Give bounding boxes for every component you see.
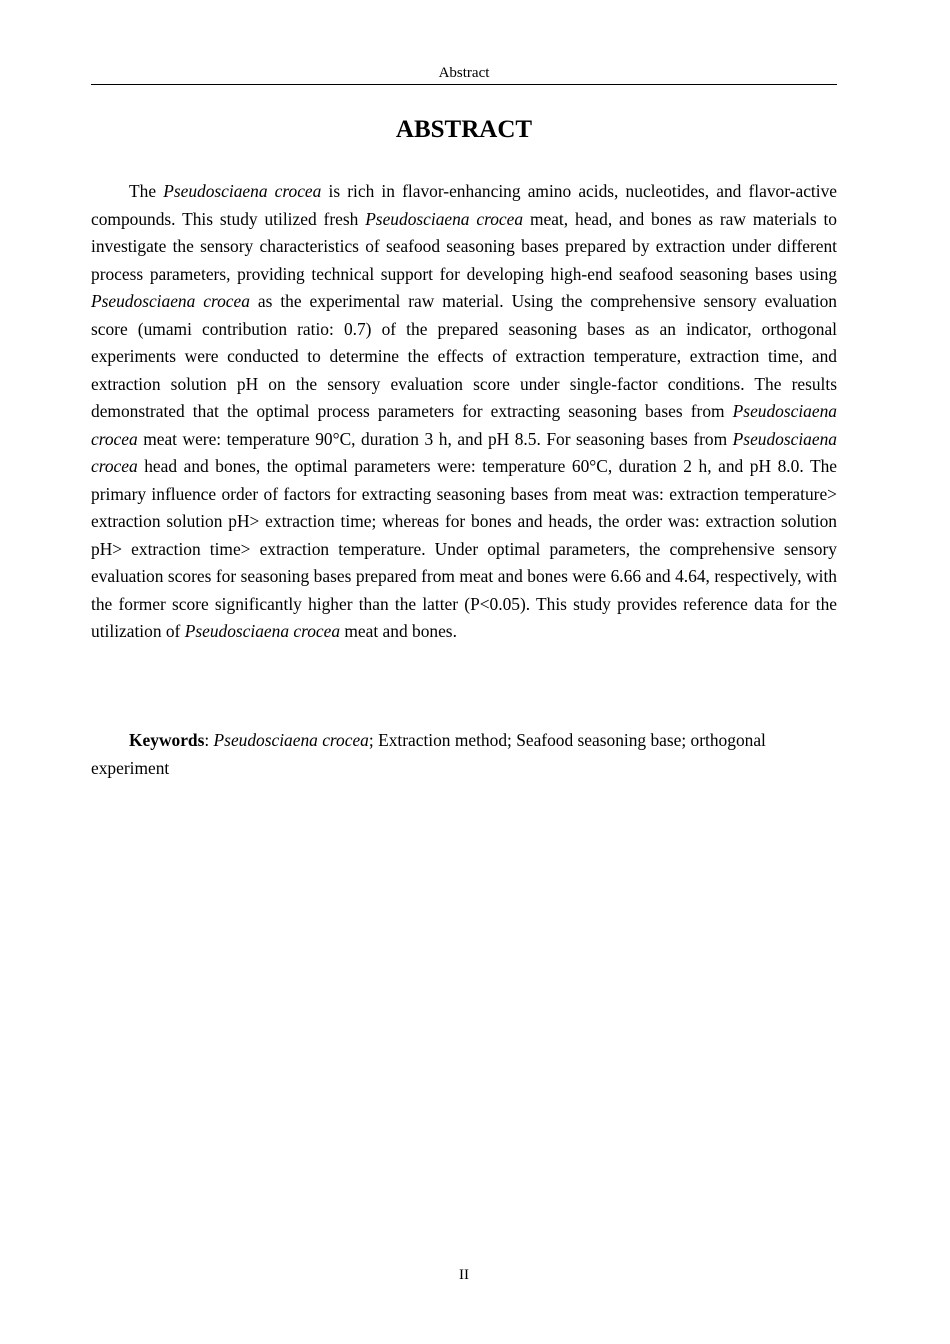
body-text: meat were: temperature 90°C, duration 3 h, and pH 8.5. For seasoning bases from [137, 428, 733, 449]
species-name: Pseudosciaena crocea [163, 181, 322, 201]
keyword-species: Pseudosciaena crocea [213, 730, 369, 750]
species-name: Pseudosciaena crocea [184, 621, 341, 641]
page-number: II [459, 1267, 469, 1283]
keywords-separator: : [204, 730, 214, 750]
body-text: head and bones, the optimal parameters were: temperature 60°C, duration 2 h, and pH 8.0. The primary influence order of factors for extracting seasoning bases from meat was: extraction temperature> extraction solution pH> extraction time; whereas for bones and heads, the order was: extraction solution pH> extraction time> extraction temperature. Under optimal parameters, the comprehensive sensory evaluation scores for seasoning bases prepared from meat and bones were 6.66 and 4.64, respectively, with the former score significantly higher than the latter (P<0.05). This study provides reference data for the utilization of [91, 456, 837, 641]
running-header: Abstract [438, 65, 490, 81]
species-name: Pseudosciaena crocea [91, 428, 837, 476]
species-name: Pseudosciaena crocea [91, 291, 250, 311]
body-text: is rich in flavor-enhancing amino acids, nucleotides, and flavor-active compounds. This study utilized fresh [91, 181, 837, 229]
abstract-body [91, 178, 837, 646]
body-text: meat, head, and bones as raw materials to investigate the sensory characteristics of seafood seasoning bases prepared by extraction under different process parameters, providing technical support for developing high-end seafood seasoning bases using [91, 208, 838, 284]
body-text: The [129, 181, 164, 201]
keywords [91, 727, 837, 782]
abstract-title: ABSTRACT [395, 116, 533, 143]
species-name: Pseudosciaena crocea [91, 401, 837, 449]
header-rule [91, 84, 837, 85]
keywords-label: Keywords [129, 730, 205, 750]
body-text: meat and bones. [340, 621, 457, 641]
body-text: as the experimental raw material. Using the comprehensive sensory evaluation score (umami contribution ratio: 0.7) of the prepared seasoning bases as an indicator, orthogonal experiments were conducted to determine the effects of extraction temperature, extraction time, and extraction solution pH on the sensory evaluation score under single-factor conditions. The results demonstrated that the optimal process parameters for extracting seasoning bases from [91, 291, 838, 421]
keywords-list: ; Extraction method; Seafood seasoning base; orthogonal experiment [91, 730, 766, 778]
species-name: Pseudosciaena crocea [365, 208, 524, 229]
